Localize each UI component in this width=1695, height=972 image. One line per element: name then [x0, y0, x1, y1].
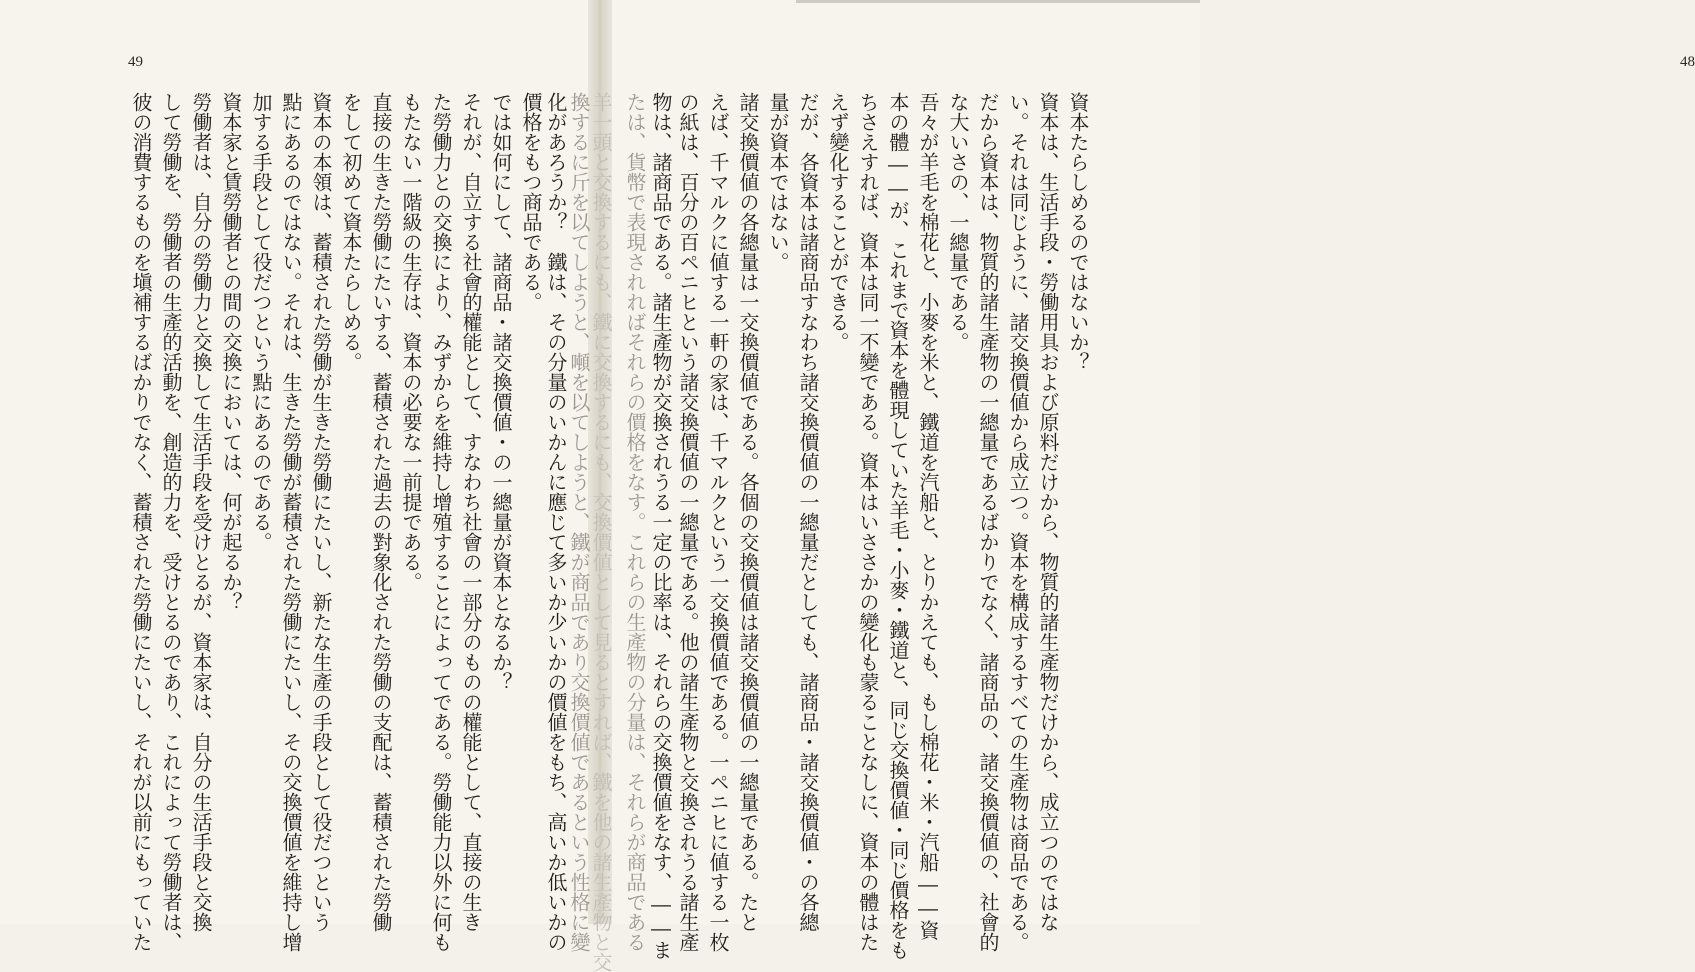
left-column-14: 價格をもつ商品である。: [519, 92, 543, 312]
left-column-10: もたない一階級の生存は、資本の必要な一前提である。: [399, 92, 423, 592]
right-column-4: だから資本は、物質的諸生產物の一總量であるばかりでなく、諸商品の、諸交換價値の、社會的: [976, 92, 1000, 952]
left-column-12: それが、自立する社會的權能として、すなわち社會の一部分のものの權能として、直接の生き: [459, 92, 483, 932]
right-column-10: だが、各資本は諸商品すなわち諸交換價値の一總量だとしても、諸商品・諸交換價値・の各總: [796, 92, 820, 932]
right-column-2: 資本は、生活手段・勞働用具および原料だけから、物質的諸生產物だけから、成立つのではな: [1036, 92, 1060, 932]
left-column-faded: 羊一頭と交換するにも、鐵に交換するにも、交換價値として見るとすれば、鐵を他の諸生產物と交: [589, 92, 613, 972]
right-column-faded: たは、貨幣で表現されればそれらの價格をなす。これらの生產物の分量は、それらが商品である: [623, 92, 647, 952]
right-column-6: 吾々が羊毛を棉花と、小麥を米と、鐵道を汽船と、とりかえても、もし棉花・米・汽船――資: [916, 92, 940, 940]
right-column-8: ちさえすれば、資本は同一不變である。資本はいささかの變化も蒙ることなしに、資本の體はた: [856, 92, 880, 952]
left-column-13: では如何にして、諸商品・諸交換價値・の一總量が資本となるか？: [489, 92, 513, 692]
left-column-2: して勞働を、勞働者の生產的活動を、創造的力を、受けとるのであり、これによって勞働者は、: [159, 92, 183, 952]
right-column-3: い。それは同じように、諸交換價値から成立つ。資本を構成するすべての生產物は商品である。: [1006, 92, 1030, 952]
left-column-3: 勞働者は、自分の勞働力と交換して生活手段を受けとるが、資本家は、自分の生活手段と交換: [189, 92, 213, 932]
right-column-5: な大いさの、一總量である。: [946, 92, 970, 352]
left-column-9: 直接の生きた勞働にたいする、蓄積された過去の對象化された勞働の支配は、蓄積された勞働: [369, 92, 393, 932]
right-column-7: 本の體――が、これまで資本を體現していた羊毛・小麥・鐵道と、同じ交換價値・同じ價格をも: [886, 92, 910, 960]
right-column-13: えば、千マルクに値する一軒の家は、千マルクという一交換價値である。一ペニヒに値する一枚: [706, 92, 730, 952]
right-column-1: 資本たらしめるのではないか？: [1066, 92, 1090, 372]
left-column-8: をして初めて資本たらしめる。: [339, 92, 363, 372]
right-column-12: 諸交換價値の各總量は一交換價値である。各個の交換價値は諸交換價値の一總量である。たと: [736, 92, 760, 932]
left-column-5: 加する手段として役だつという點にあるのである。: [249, 92, 273, 552]
right-column-14: の紙は、百分の百ペニヒという諸交換價値の一總量である。他の諸生產物と交換されうる諸生產: [676, 92, 700, 952]
page-edge: [796, 0, 1200, 3]
page-number-right: 48: [1680, 54, 1695, 70]
left-column-16: 換するに斤を以てしようと、噸を以てしようと、鐵が商品であり交換價値であるという性格に變: [567, 92, 591, 952]
right-column-15: 物は、諸商品である。諸生產物が交換されうる一定の比率は、それらの交換價値をなす、――ま: [649, 92, 673, 960]
page-number-left: 49: [128, 54, 143, 70]
left-column-11: た勞働力との交換により、みずからを維持し增殖することによってである。勞働能力以外に何も: [429, 92, 453, 952]
left-column-6: 點にあるのではない。それは、生きた勞働が蓄積された勞働にたいし、その交換價値を維持し增: [279, 92, 303, 952]
left-column-7: 資本の本領は、蓄積された勞働が生きた勞働にたいし、新たな生產の手段として役だつという: [309, 92, 333, 932]
right-column-9: えず變化することができる。: [826, 92, 850, 352]
left-column-15: 化があろうか？ 鐵は、その分量のいかんに應じて多いか少いかの價値をもち、高いか低いかの: [544, 92, 568, 952]
left-column-4: 資本家と賃勞働者との間の交換においては、何が起るか？: [219, 92, 243, 612]
right-column-11: 量が資本ではない。: [766, 92, 790, 272]
left-column-1: 彼の消費するものを塡補するばかりでなく、蓄積された勞働にたいし、それが以前にもっていた: [129, 92, 153, 952]
